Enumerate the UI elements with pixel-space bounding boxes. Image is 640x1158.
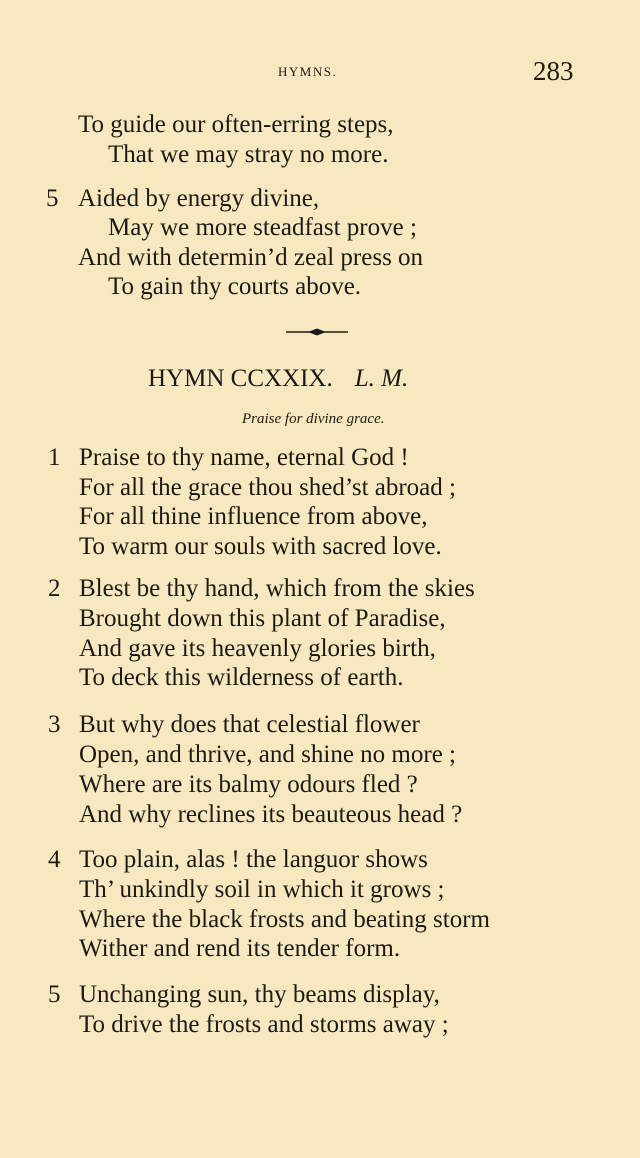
verse-line: But why does that celestial flower: [79, 711, 420, 738]
verse-line: And with determin’d zeal press on: [78, 244, 424, 271]
verse-line: Aided by energy divine,: [78, 185, 320, 212]
page-number: 283: [533, 56, 574, 86]
verse-number: 5: [48, 981, 61, 1008]
verse-line: And why reclines its beauteous head ?: [79, 801, 463, 828]
verse-line: Brought down this plant of Paradise,: [79, 605, 446, 632]
verse-line: Open, and thrive, and shine no more ;: [79, 741, 456, 768]
hymn-title: [148, 364, 408, 394]
continuation-line-2: That we may stray no more.: [108, 141, 389, 168]
verse-line: To gain thy courts above.: [108, 273, 362, 300]
verse-number: 1: [48, 444, 61, 471]
running-head: [0, 56, 640, 86]
hymn-subtitle: Praise for divine grace.: [242, 411, 385, 427]
hymn-meter: L. M.: [354, 365, 409, 392]
verse-line: Unchanging sun, thy beams display,: [79, 981, 440, 1008]
verse-number: 5: [46, 185, 59, 212]
continuation-line-1: To guide our often-erring steps,: [78, 111, 394, 138]
verse-line: To drive the frosts and storms away ;: [79, 1011, 449, 1038]
verse-line: For all thine influence from above,: [79, 503, 428, 530]
verse-line: Where are its balmy odours fled ?: [79, 771, 418, 798]
verse-line: Praise to thy name, eternal God !: [79, 444, 409, 471]
hymn-number: HYMN CCXXIX.: [148, 365, 333, 392]
verse-line: Blest be thy hand, which from the skies: [79, 575, 475, 602]
verse-line: To warm our souls with sacred love.: [79, 533, 442, 560]
verse-line: Wither and rend its tender form.: [79, 935, 401, 962]
verse-line: Th’ unkindly soil in which it grows ;: [79, 876, 445, 903]
running-title: HYMNS.: [278, 64, 338, 79]
verse-line: To deck this wilderness of earth.: [79, 664, 404, 691]
verse-number: 4: [48, 846, 61, 873]
verse-line: And gave its heavenly glories birth,: [79, 635, 436, 662]
verse-number: 3: [48, 711, 61, 738]
verse-number: 2: [48, 575, 61, 602]
ornament-rule-icon: [286, 328, 348, 336]
verse-line: Too plain, alas ! the languor shows: [79, 846, 428, 873]
verse-line: May we more steadfast prove ;: [108, 214, 417, 241]
verse-line: For all the grace thou shed’st abroad ;: [79, 474, 456, 501]
verse-line: Where the black frosts and beating storm: [79, 906, 490, 933]
